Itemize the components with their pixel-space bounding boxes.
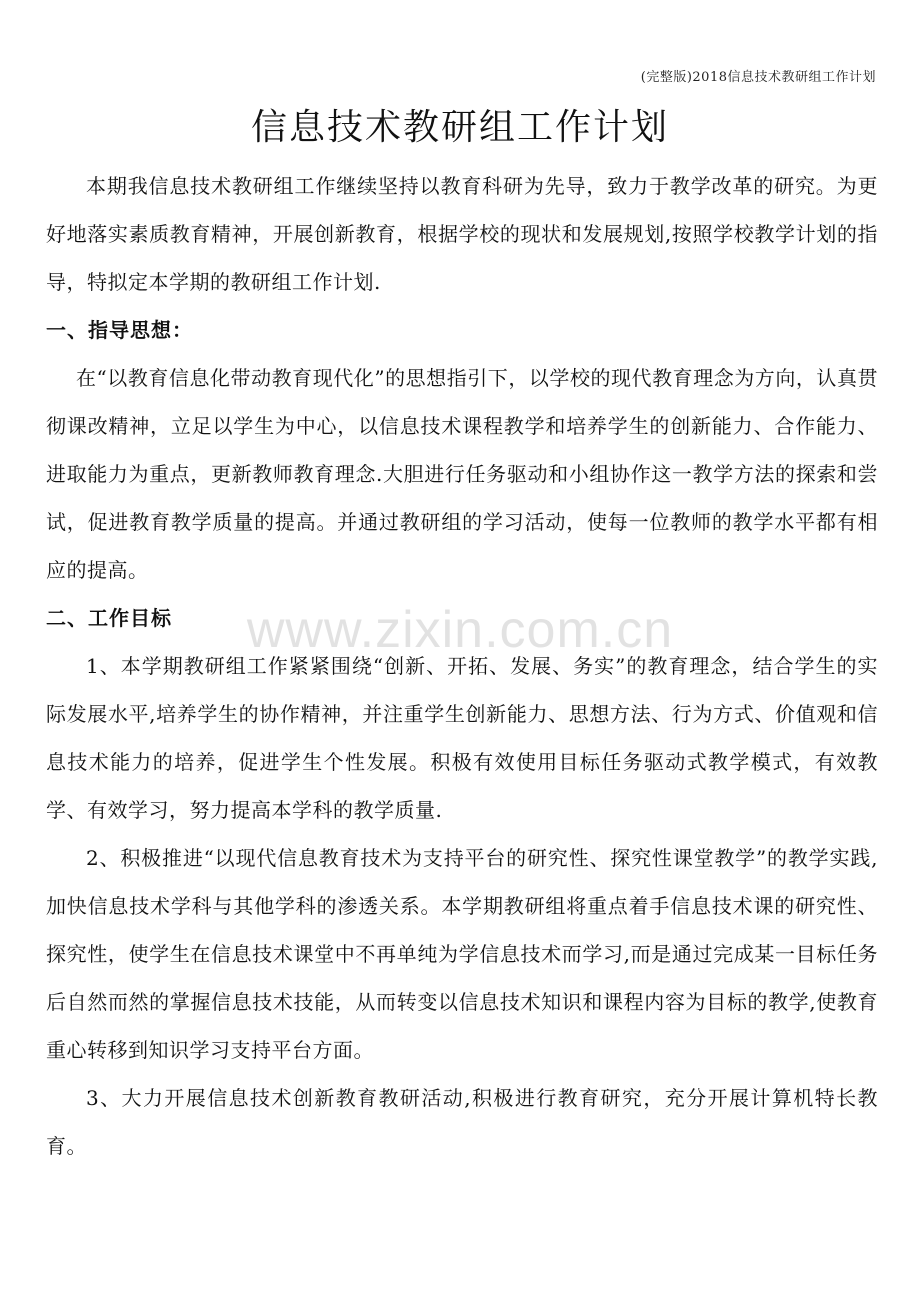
watermark: www.zixin.com.cn bbox=[246, 601, 674, 659]
work-goal-item-2: 2、积极推进“以现代信息教育技术为支持平台的研究性、探究性课堂教学”的教学实践,加快信息技术学科与其他学科的渗透关系。本学期教研组将重点着手信息技术课的研究性、探究性，使学生在信息技术课堂中不再单纯为学信息技术而学习,而是通过完成某一目标任务后自然而然的掌握信息技术技能，从而转变以信息技术知识和课程内容为目标的教学,使教育重心转移到知识学习支持平台方面。 bbox=[46, 846, 878, 1062]
work-goal-item-1: 1、本学期教研组工作紧紧围绕“创新、开拓、发展、务实”的教育理念，结合学生的实际发展水平,培养学生的协作精神，并注重学生创新能力、思想方法、行为方式、价值观和信息技术能力的培养，促进学生个性发展。积极有效使用目标任务驱动式教学模式，有效教学、有效学习，努力提高本学科的教学质量. bbox=[46, 654, 878, 822]
work-goal-item-3: 3、大力开展信息技术创新教育教研活动,积极进行教育研究，充分开展计算机特长教育。 bbox=[46, 1086, 878, 1158]
document-body bbox=[46, 162, 878, 1170]
section-heading-work-goals: 二、工作目标 bbox=[46, 606, 172, 630]
guiding-thought-paragraph: 在“以教育信息化带动教育现代化”的思想指引下，以学校的现代教育理念为方向，认真贯彻课改精神，立足以学生为中心，以信息技术课程教学和培养学生的创新能力、合作能力、进取能力为重点，更新教师教育理念.大胆进行任务驱动和小组协作这一教学方法的探索和尝试，促进教育教学质量的提高。并通过教研组的学习活动，使每一位教师的教学水平都有相应的提高。 bbox=[46, 366, 878, 582]
section-heading-guiding-thought: 一、指导思想： bbox=[46, 318, 193, 342]
document-title: 信息技术教研组工作计划 bbox=[250, 107, 669, 148]
running-header: (完整版)2018信息技术教研组工作计划 bbox=[640, 70, 876, 85]
intro-paragraph: 本期我信息技术教研组工作继续坚持以教育科研为先导，致力于教学改革的研究。为更好地落实素质教育精神，开展创新教育，根据学校的现状和发展规划,按照学校教学计划的指导，特拟定本学期的教研组工作计划. bbox=[46, 174, 878, 294]
